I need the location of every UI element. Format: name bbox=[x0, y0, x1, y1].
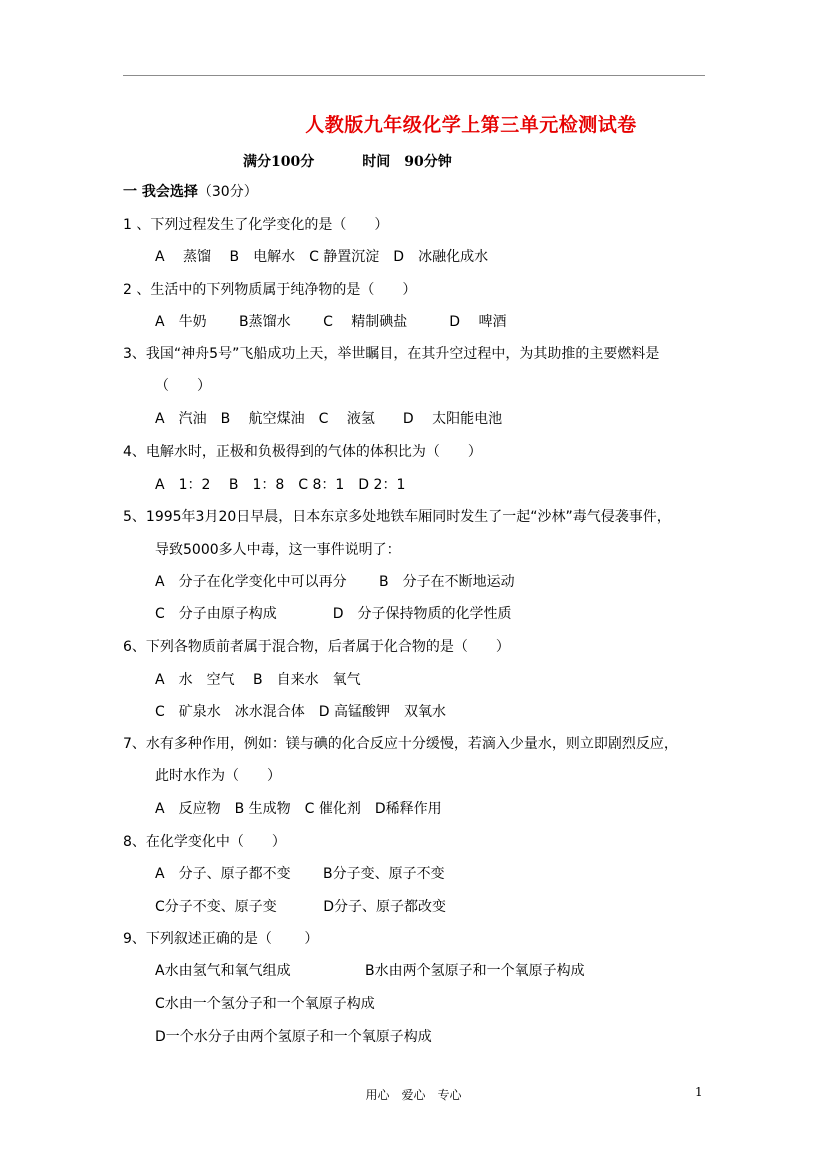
question-6-options-1: A 水 空气 B 自来水 氧气 bbox=[155, 672, 361, 688]
question-3-options: A 汽油 B 航空煤油 C 液氢 D 太阳能电池 bbox=[155, 411, 503, 427]
exam-meta bbox=[243, 151, 452, 171]
question-6: 6、下列各物质前者属于混合物，后者属于化合物的是（ ） bbox=[123, 639, 510, 655]
full-score: 满分100分 bbox=[243, 154, 315, 170]
page-number: 1 bbox=[695, 1085, 703, 1099]
question-9-options-3: D一个水分子由两个氢原子和一个氧原子构成 bbox=[155, 1029, 432, 1045]
question-7: 7、水有多种作用，例如：镁与碘的化合反应十分缓慢，若滴入少量水，则立即剧烈反应， bbox=[123, 736, 678, 752]
question-5-options-1: A 分子在化学变化中可以再分 B 分子在不断地运动 bbox=[155, 574, 515, 590]
header-rule bbox=[123, 75, 705, 76]
question-5-continuation: 导致5000多人中毒，这一事件说明了： bbox=[155, 542, 401, 558]
question-7-options: A 反应物 B 生成物 C 催化剂 D稀释作用 bbox=[155, 801, 442, 817]
question-4-options: A 1：2 B 1：8 C 8：1 D 2：1 bbox=[155, 477, 406, 493]
question-1: 1 、下列过程发生了化学变化的是（ ） bbox=[123, 217, 389, 233]
question-4: 4、电解水时，正极和负极得到的气体的体积比为（ ） bbox=[123, 444, 482, 460]
page-title: 人教版九年级化学上第三单元检测试卷 bbox=[305, 114, 637, 136]
question-3: 3、我国“神舟5号”飞船成功上天，举世瞩目，在其升空过程中，为其助推的主要燃料是 bbox=[123, 346, 660, 362]
question-8: 8、在化学变化中（ ） bbox=[123, 834, 286, 850]
question-9-options-1: A水由氢气和氧气组成 B水由两个氢原子和一个氧原子构成 bbox=[155, 963, 585, 979]
question-9: 9、下列叙述正确的是（ ） bbox=[123, 931, 319, 947]
question-5: 5、1995年3月20日早晨，日本东京多处地铁车厢同时发生了一起“沙林”毒气侵袭事件， bbox=[123, 509, 671, 525]
question-2: 2 、生活中的下列物质属于纯净物的是（ ） bbox=[123, 282, 417, 298]
question-7-continuation: 此时水作为（ ） bbox=[155, 768, 281, 784]
question-3-continuation: （ ） bbox=[155, 378, 211, 394]
section-heading bbox=[123, 182, 258, 202]
question-1-options: A 蒸馏 B 电解水 C 静置沉淀 D 冰融化成水 bbox=[155, 249, 489, 265]
question-6-options-2: C 矿泉水 冰水混合体 D 高锰酸钾 双氧水 bbox=[155, 704, 447, 720]
question-9-options-2: C水由一个氢分子和一个氧原子构成 bbox=[155, 996, 375, 1012]
question-2-options: A 牛奶 B蒸馏水 C 精制碘盐 D 啤酒 bbox=[155, 314, 507, 330]
question-8-options-1: A 分子、原子都不变 B分子变、原子不变 bbox=[155, 866, 445, 882]
section-title: 一 我会选择 bbox=[123, 184, 198, 200]
question-8-options-2: C分子不变、原子变 D分子、原子都改变 bbox=[155, 899, 447, 915]
footer-motto: 用心 爱心 专心 bbox=[365, 1088, 462, 1102]
exam-time: 时间 90分钟 bbox=[362, 154, 452, 170]
section-points: （30分） bbox=[197, 184, 258, 200]
question-5-options-2: C 分子由原子构成 D 分子保持物质的化学性质 bbox=[155, 606, 512, 622]
